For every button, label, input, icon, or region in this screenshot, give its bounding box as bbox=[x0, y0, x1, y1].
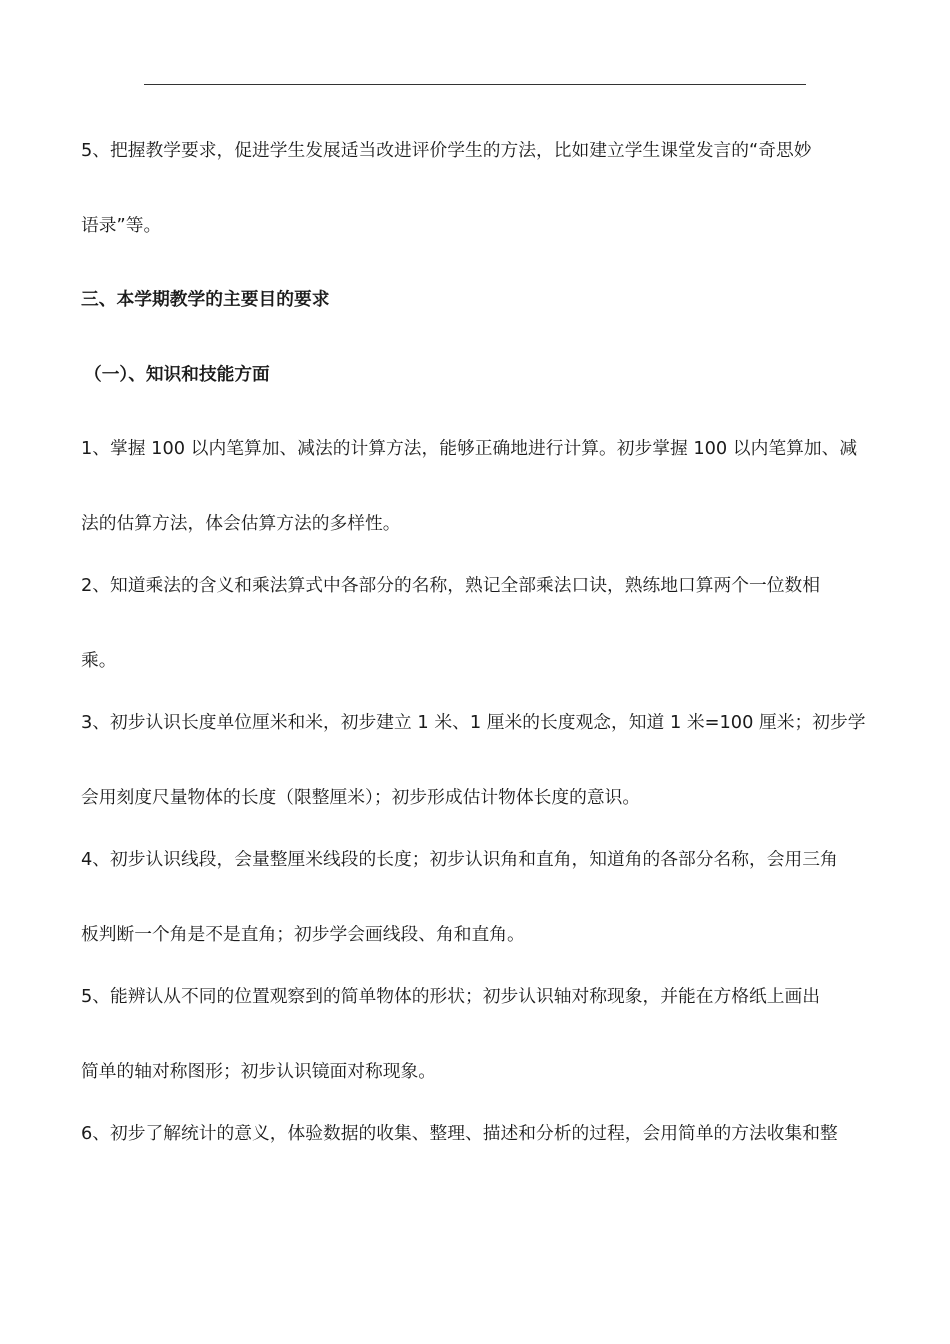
paragraph-line: 4、初步认识线段，会量整厘米线段的长度；初步认识角和直角，知道角的各部分名称，会用三角 bbox=[81, 850, 838, 870]
header-rule bbox=[144, 84, 806, 85]
paragraph-line: 板判断一个角是不是直角；初步学会画线段、角和直角。 bbox=[81, 925, 525, 945]
subsection-heading: （一）、知识和技能方面 bbox=[84, 365, 270, 385]
paragraph-line: 乘。 bbox=[81, 651, 117, 671]
paragraph-line: 法的估算方法，体会估算方法的多样性。 bbox=[81, 514, 401, 534]
paragraph-line: 5、能辨认从不同的位置观察到的简单物体的形状；初步认识轴对称现象，并能在方格纸上画出 bbox=[81, 987, 821, 1007]
paragraph-line: 会用刻度尺量物体的长度（限整厘米）；初步形成估计物体长度的意识。 bbox=[81, 788, 641, 808]
paragraph-line: 5、把握教学要求，促进学生发展适当改进评价学生的方法，比如建立学生课堂发言的“奇思妙 bbox=[81, 141, 812, 161]
paragraph-line: 1、掌握 100 以内笔算加、减法的计算方法，能够正确地进行计算。初步掌握 100 以内笔算加、减 bbox=[81, 439, 858, 459]
section-heading: 三、本学期教学的主要目的要求 bbox=[81, 290, 330, 310]
paragraph-line: 2、知道乘法的含义和乘法算式中各部分的名称，熟记全部乘法口诀，熟练地口算两个一位数相 bbox=[81, 576, 821, 596]
paragraph-line: 语录”等。 bbox=[81, 216, 162, 236]
paragraph-line: 3、初步认识长度单位厘米和米，初步建立 1 米、1 厘米的长度观念，知道 1 米=100 厘米；初步学 bbox=[81, 713, 866, 733]
paragraph-line: 6、初步了解统计的意义，体验数据的收集、整理、描述和分析的过程，会用简单的方法收集和整 bbox=[81, 1124, 838, 1144]
paragraph-line: 简单的轴对称图形；初步认识镜面对称现象。 bbox=[81, 1062, 437, 1082]
